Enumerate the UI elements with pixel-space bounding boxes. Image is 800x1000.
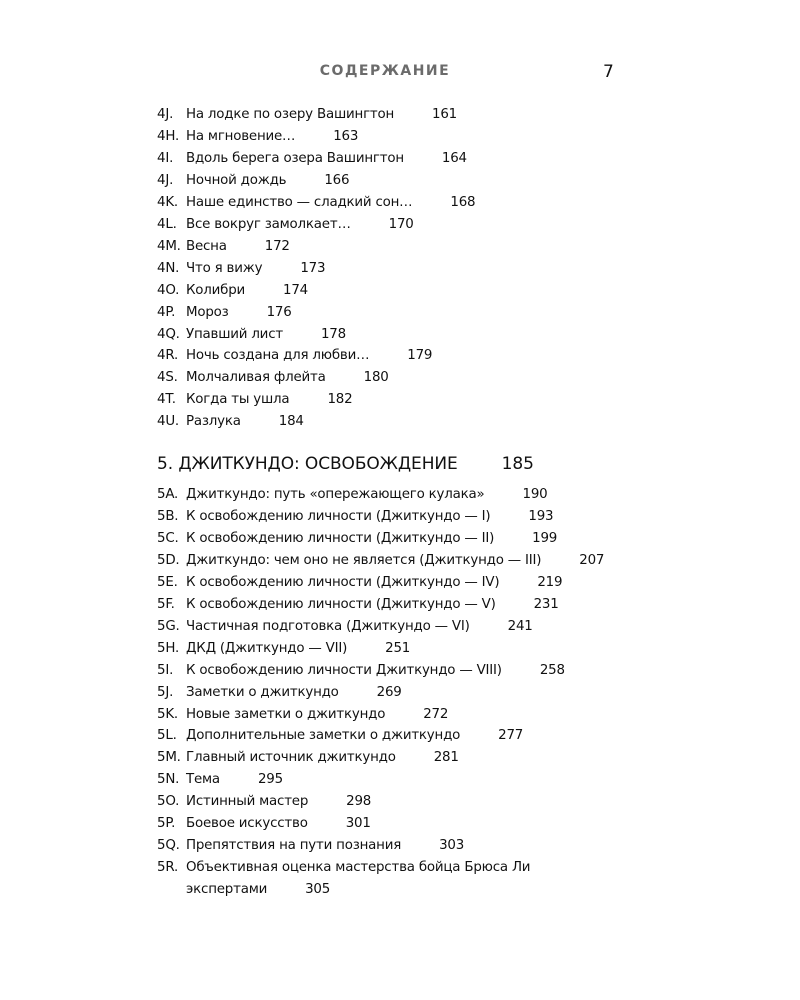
toc-entry [157,813,637,835]
toc-entry-title: Упавший лист [186,326,283,342]
toc-entry-code: 4S. [157,370,178,386]
toc-entry-title: Главный источник джиткундо [186,750,396,766]
toc-entry-page: 277 [498,728,524,744]
toc-entry-page: 164 [441,150,467,166]
toc-entry [157,367,637,389]
toc-entry-page: 176 [266,304,292,320]
toc-entry [157,638,637,660]
toc-entry-page: 219 [537,574,563,590]
toc-entry-code: 5E. [157,574,178,590]
toc-entry-code: 5H. [157,640,180,656]
toc-entry [157,660,637,682]
toc-entry-title: Препятствия на пути познания [186,838,402,854]
toc-entry-page: 190 [522,487,548,502]
toc-entry [157,258,637,280]
toc-entry-code: 4K. [157,194,178,210]
toc-entry-code: 5N. [157,772,180,788]
toc-entry-title: ДКД (Джиткундо — VII) [186,640,348,656]
toc-entry-title: На лодке по озеру Вашингтон [186,107,395,122]
toc-entry [157,857,637,901]
toc-entry-title: Разлука [186,414,241,430]
toc-entry-page: 168 [450,194,476,210]
chapter-page: 185 [501,454,534,474]
page-number: 7 [603,62,614,82]
toc-entry [157,704,637,726]
toc-entry-title: Все вокруг замолкает… [186,216,351,232]
toc-entry-title: Наше единство — сладкий сон… [186,194,413,210]
toc-entry-page: 173 [300,260,326,276]
toc-entry-page: 199 [532,530,558,546]
toc-entry-code: 5G. [157,618,180,634]
toc-entry-title: Весна [186,238,227,254]
toc-entry-code: 4P. [157,304,176,320]
toc-entry-title: Мороз [186,304,229,320]
toc-entry-title: Ночь создана для любви… [186,348,370,364]
toc-entry [157,682,637,704]
toc-entry-title: Тема [186,772,220,788]
toc-entry-page: 179 [407,348,433,364]
toc-entry-page: 174 [283,282,308,298]
toc-entry-title: Дополнительные заметки о джиткундо [186,728,461,744]
toc-entry-title: Вдоль берега озера Вашингтон [186,150,404,166]
toc-entry-page: 241 [507,618,533,634]
toc-entry [157,280,637,302]
chapter-title: 5. ДЖИТКУНДО: ОСВОБОЖДЕНИЕ [157,454,458,474]
toc-entry-code: 4N. [157,260,180,276]
toc-entry-title: На мгновение… [186,128,296,144]
toc-chapter5 [157,453,637,901]
toc-entry-page: 184 [278,414,304,430]
page-title: СОДЕРЖАНИЕ [319,63,451,79]
toc-entry-code: 4J. [157,172,174,188]
toc-part4-list [157,104,637,433]
toc-entry-page: 231 [533,596,559,612]
toc-entry-page: 258 [539,662,565,678]
toc-entry-page: 172 [264,238,290,254]
toc-entry-code: 5B. [157,508,179,524]
toc-entry-page: 166 [324,172,350,188]
toc-entry [157,236,637,258]
toc-entry-page: 180 [363,370,389,386]
toc-entry-page: 303 [439,838,465,854]
toc-entry [157,484,637,506]
toc-entry-code: 5A. [157,487,179,502]
toc-entry-title: Джиткундо: путь «опережающего кулака» [186,487,485,502]
toc-entry-code: 4T. [157,392,176,408]
toc-entry-page: 251 [385,640,411,656]
toc-entry-title: К освобождению личности (Джиткундо — II) [186,530,495,546]
toc-entry-page: 281 [433,750,459,766]
toc-entry-page: 178 [320,326,346,342]
toc-entry [157,550,637,572]
toc-entry-code: 5K. [157,706,178,722]
toc-entry-title: К освобождению личности Джиткундо — VIII) [186,662,502,678]
toc-entry-code: 4U. [157,414,179,430]
toc-entry-page: 272 [423,706,449,722]
toc-entry-title: Истинный мастер [186,794,309,810]
toc-entry [157,572,637,594]
toc-entry [157,791,637,813]
toc-entry-code: 4L. [157,216,177,232]
toc-entry-page: 182 [327,392,353,408]
toc-entry-title: Боевое искусство [186,816,308,832]
toc-entry-code: 4I. [157,150,174,166]
toc-entry [157,302,637,324]
toc-entry-title: Когда ты ушла [186,392,290,408]
toc-entry-title: Ночной дождь [186,172,287,188]
toc-entry-page: 170 [388,216,414,232]
toc-entry [157,214,637,236]
toc-entry [157,725,637,747]
toc-entry-title: К освобождению личности (Джиткундо — I) [186,508,491,524]
toc-entry [157,506,637,528]
toc-entry [157,324,637,346]
toc-entry-title: Джиткундо: чем оно не является (Джиткундо — III) [186,552,542,568]
toc-entry [157,126,637,148]
toc-entry-page: 193 [528,508,554,524]
toc-entry-page: 161 [432,107,458,122]
toc-entry-code: 5L. [157,728,177,744]
toc-entry [157,835,637,857]
toc-entry-code: 5D. [157,552,180,568]
toc-entry-code: 4H. [157,128,180,144]
toc-entry-code: 4Q. [157,326,180,342]
toc-entry-code: 5J. [157,684,174,700]
toc-entry-title: К освобождению личности (Джиткундо — IV) [186,574,500,590]
toc-entry-page: 305 [305,882,331,898]
toc-entry-title: Заметки о джиткундо [186,684,339,700]
toc-entry-title: К освобождению личности (Джиткундо — V) [186,596,496,612]
toc-entry-title: Молчаливая флейта [186,370,326,386]
toc-entry-code: 4M. [157,238,181,254]
toc-entry [157,747,637,769]
toc-entry-code: 4R. [157,348,179,364]
toc-entry [157,192,637,214]
toc-entry-title: Частичная подготовка (Джиткундо — VI) [186,618,470,634]
toc-entry-code: 5F. [157,596,175,612]
toc-entry [157,170,637,192]
toc-entry-page: 163 [333,128,359,144]
toc-entry [157,389,637,411]
toc-entry [157,411,637,433]
toc-entry-page: 207 [579,552,605,568]
toc-entry-code: 5M. [157,750,181,766]
toc-entry-title: Что я вижу [186,260,263,276]
toc-entry-code: 5R. [157,860,179,876]
toc-entry [157,616,637,638]
toc-entry-code: 5P. [157,816,176,832]
toc-entry-code: 5Q. [157,838,180,854]
toc-entry-code: 4J. [157,107,174,122]
toc-entry-page: 269 [376,684,402,700]
toc-entry [157,769,637,791]
toc-entry-title: Объективная оценка мастерства бойца Брюса Ли экспертами [186,860,531,898]
toc-entry-code: 5I. [157,662,174,678]
toc-entry-page: 301 [345,816,371,832]
toc-entry [157,594,637,616]
toc-entry [157,104,637,126]
toc-entry-title: Колибри [186,282,246,298]
toc-entry-page: 295 [257,772,283,788]
toc-entry [157,148,637,170]
toc-entry-page: 298 [346,794,372,810]
toc-entry-code: 4O. [157,282,180,298]
toc-entry [157,345,637,367]
toc-entry-title: Новые заметки о джиткундо [186,706,386,722]
toc-entry-code: 5O. [157,794,180,810]
toc-entry [157,528,637,550]
toc-entry-code: 5C. [157,530,179,546]
chapter-heading [157,453,637,475]
